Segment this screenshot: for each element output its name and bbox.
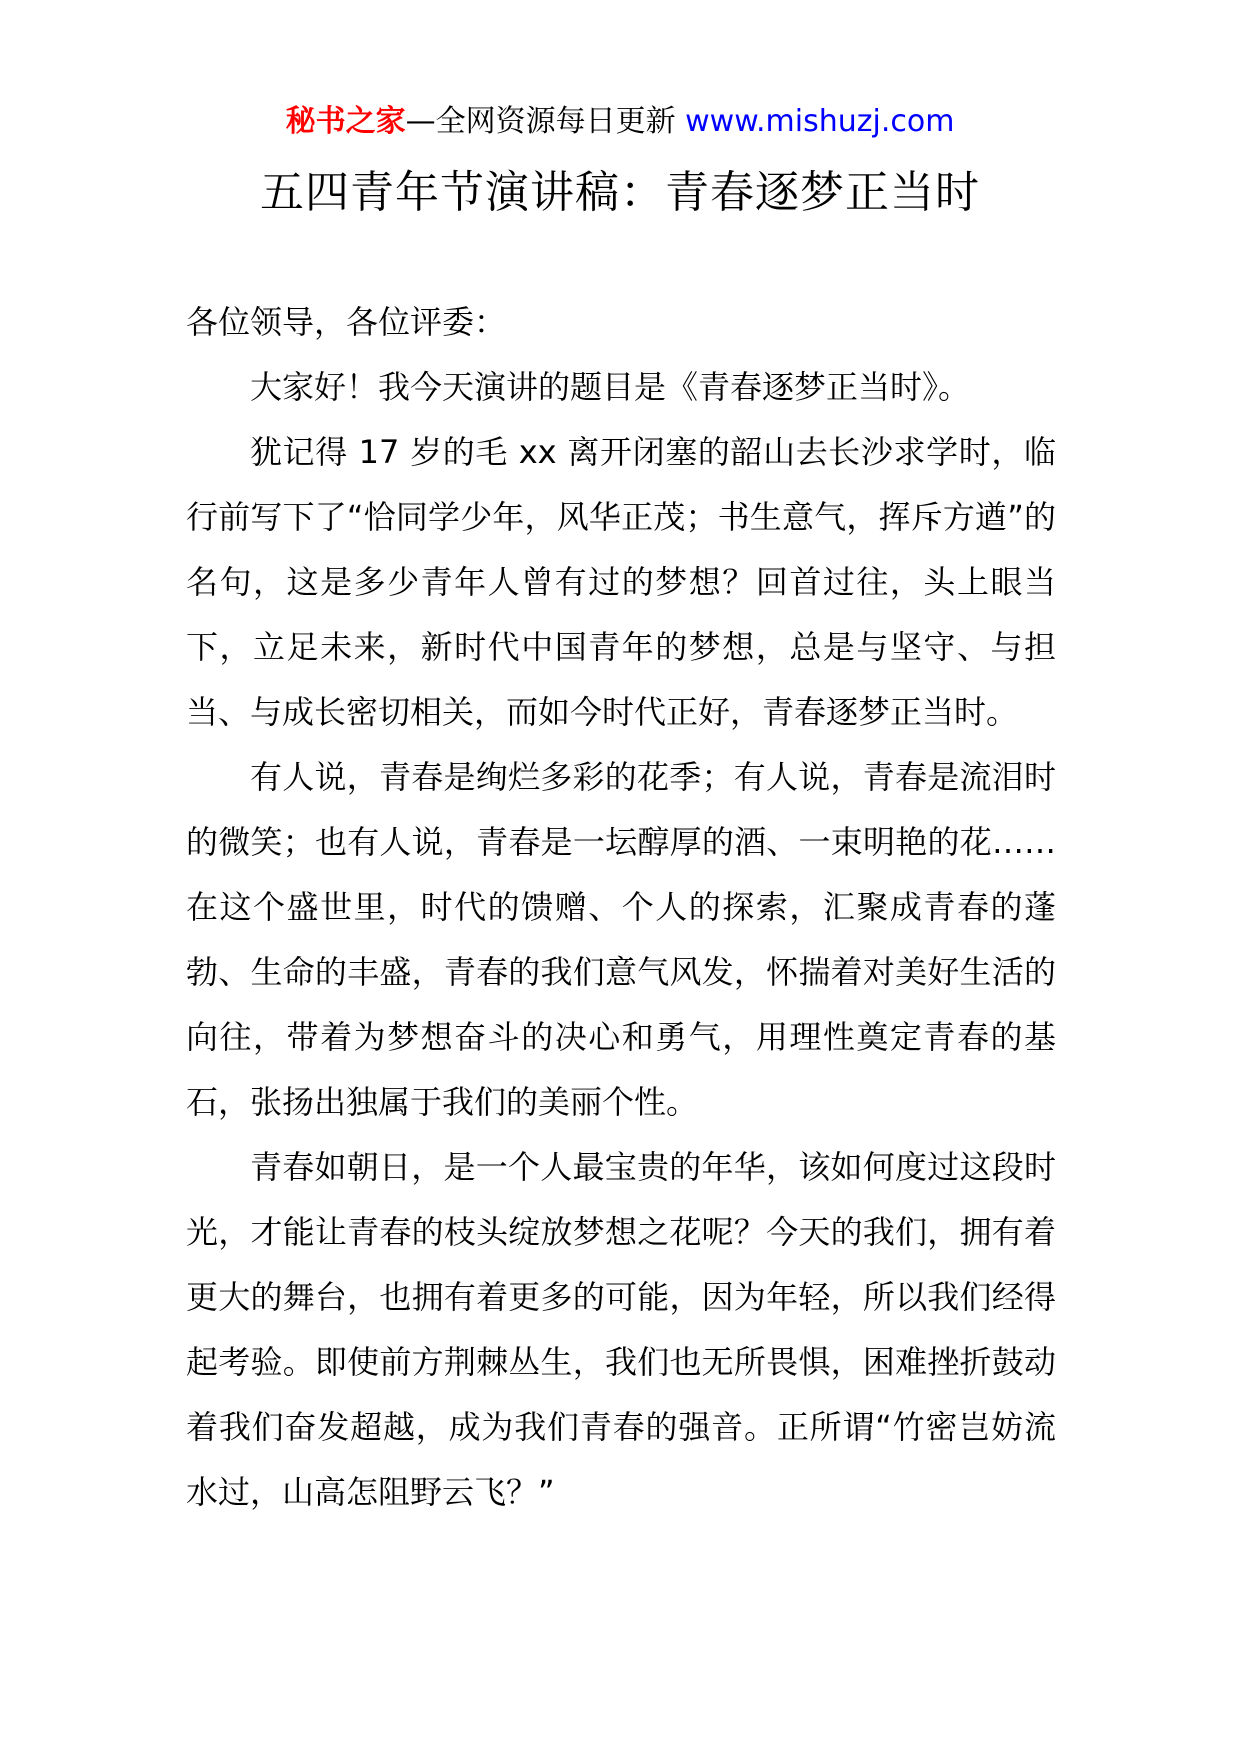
- paragraph-1: 大家好！我今天演讲的题目是《青春逐梦正当时》。: [250, 368, 971, 406]
- document-body: [186, 290, 1056, 1525]
- site-header-banner: [0, 100, 1240, 144]
- header-tagline: —全网资源每日更新: [405, 104, 686, 139]
- document-title: 五四青年节演讲稿：青春逐梦正当时: [260, 167, 980, 218]
- site-url-link[interactable]: www.mishuzj.com: [685, 104, 955, 139]
- salutation: 各位领导，各位评委：: [186, 303, 507, 341]
- brand-name: 秘书之家: [285, 104, 406, 139]
- paragraph-2: 犹记得 17 岁的毛 xx 离开闭塞的韶山去长沙求学时，临行前写下了“恰同学少年，风华正茂；书生意气，挥斥方遒”的名句，这是多少青年人曾有过的梦想？回首过往，头上眼当下，立足未来，新时代中国青年的梦想，总是与坚守、与担当、与成长密切相关，而如今时代正好，青春逐梦正当时。: [186, 433, 1056, 731]
- paragraph-4: 青春如朝日，是一个人最宝贵的年华，该如何度过这段时光，才能让青春的枝头绽放梦想之花呢？今天的我们，拥有着更大的舞台，也拥有着更多的可能，因为年轻，所以我们经得起考验。即使前方荆棘丛生，我们也无所畏惧，困难挫折鼓动着我们奋发超越，成为我们青春的强音。正所谓“竹密岂妨流水过，山高怎阻野云飞？”: [186, 1148, 1056, 1511]
- paragraph-3: 有人说，青春是绚烂多彩的花季；有人说，青春是流泪时的微笑；也有人说，青春是一坛醇厚的酒、一束明艳的花……在这个盛世里，时代的馈赠、个人的探索，汇聚成青春的蓬勃、生命的丰盛，青春的我们意气风发，怀揣着对美好生活的向往，带着为梦想奋斗的决心和勇气，用理性奠定青春的基石，张扬出独属于我们的美丽个性。: [186, 758, 1056, 1121]
